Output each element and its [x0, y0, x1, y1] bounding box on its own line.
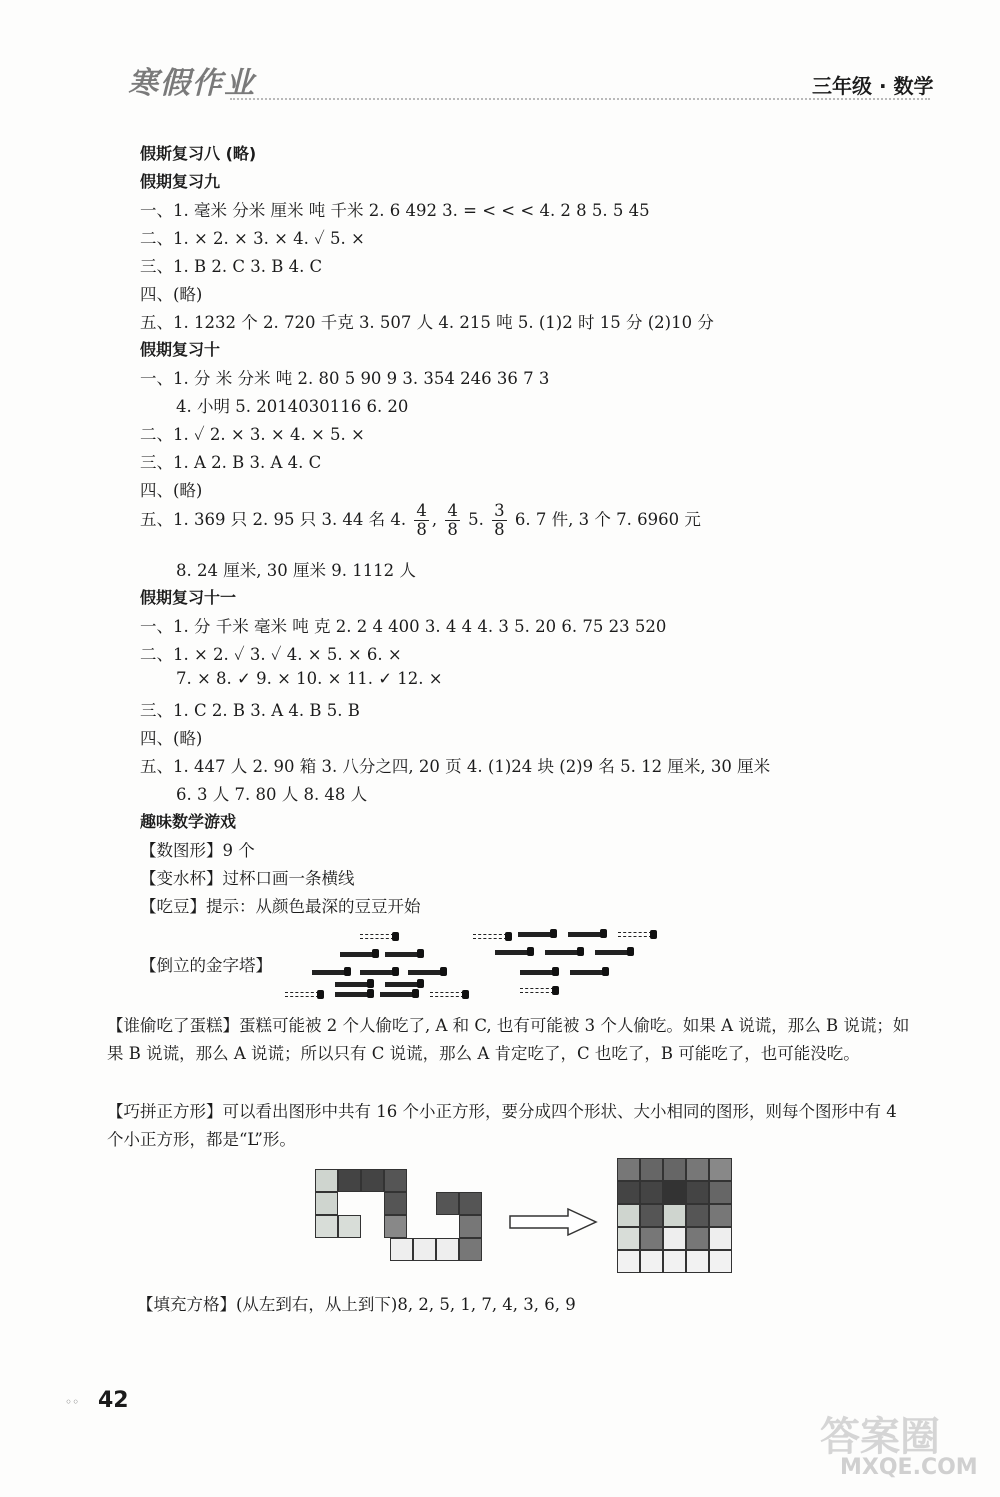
answer-line: 一、1. 分 千米 毫米 吨 克 2. 2 4 400 3. 4 4 4. 3 5. 20 6. 75 23 520 — [140, 617, 667, 636]
grid-cell — [686, 1227, 709, 1250]
fraction: $\frac{4}{8}$ — [447, 501, 458, 540]
answer-line: 三、1. C 2. B 3. A 4. B 5. B — [140, 701, 360, 720]
grid-cell — [617, 1227, 640, 1250]
grid-cell — [640, 1250, 663, 1273]
game-answer: 【吃豆】提示：从颜色最深的豆豆开始 — [140, 897, 421, 916]
grid-cell — [384, 1215, 407, 1238]
matchstick — [595, 950, 629, 955]
grid-cell — [617, 1181, 640, 1204]
frac-line-pre: 五、1. 369 只 2. 95 只 3. 44 名 4. — [140, 510, 407, 530]
grid-cell — [413, 1238, 436, 1261]
grid-cell — [459, 1215, 482, 1238]
grid-cell — [663, 1250, 686, 1273]
section-title-10: 假期复习十 — [140, 340, 221, 359]
matchstick — [360, 934, 394, 939]
answer-fill-grid: 【填充方格】(从左到右，从上到下)8, 2, 5, 1, 7, 4, 3, 6, 9 — [137, 1295, 576, 1314]
answer-line: 二、1. ✓ 2. × 3. × 4. × 5. × — [140, 425, 365, 444]
grid-cell — [338, 1215, 361, 1238]
answer-line: 五、1. 447 人 2. 90 箱 3. 八分之四, 20 页 4. (1)24 块 (2)9 名 5. 12 厘米, 30 厘米 — [140, 757, 771, 776]
grid-cell — [390, 1238, 413, 1261]
matchstick — [618, 932, 652, 937]
matchstick — [335, 992, 369, 997]
frac-line-mid: 5. — [468, 510, 484, 530]
answer-line: 6. 3 人 7. 80 人 8. 48 人 — [176, 785, 368, 804]
grid-cell — [436, 1192, 459, 1215]
fraction: $\frac{3}{8}$ — [494, 501, 505, 540]
matchstick — [570, 970, 604, 975]
answer-line: 三、1. A 2. B 3. A 4. C — [140, 453, 322, 472]
answer-line: 四、(略) — [140, 285, 203, 304]
matchstick — [520, 970, 554, 975]
matchstick — [473, 934, 507, 939]
grid-cell — [640, 1227, 663, 1250]
grid-cell — [686, 1158, 709, 1181]
grid-cell — [709, 1158, 732, 1181]
watermark-url: MXQE.COM — [840, 1455, 978, 1480]
grid-cell — [709, 1204, 732, 1227]
game-answer: 【数图形】9 个 — [140, 841, 255, 860]
matchstick — [385, 982, 419, 987]
matchstick — [545, 950, 579, 955]
game-answer: 【变水杯】过杯口画一条横线 — [140, 869, 355, 888]
grid-cell — [315, 1192, 338, 1215]
section-title-games: 趣味数学游戏 — [140, 812, 237, 831]
grid-cell — [617, 1250, 640, 1273]
fraction: $\frac{4}{8}$ — [416, 501, 427, 540]
matchstick — [340, 952, 374, 957]
grid-cell — [640, 1204, 663, 1227]
answer-line: 二、1. × 2. × 3. × 4. ✓ 5. × — [140, 229, 365, 248]
grid-cell — [640, 1181, 663, 1204]
grid-cell — [436, 1238, 459, 1261]
matchstick — [495, 950, 529, 955]
answer-line: 4. 小明 5. 2014030116 6. 20 — [176, 397, 409, 416]
answer-line: 二、1. × 2. ✓ 3. ✓ 4. × 5. × 6. × — [140, 645, 402, 664]
grid-cell — [663, 1181, 686, 1204]
matchstick — [385, 952, 419, 957]
book-logo: 寒假作业 — [128, 66, 256, 101]
watermark-logo: 答案圈 — [820, 1414, 940, 1460]
answer-line: 四、(略) — [140, 729, 203, 748]
matchstick — [380, 992, 414, 997]
grid-cell — [686, 1181, 709, 1204]
grid-cell — [686, 1204, 709, 1227]
section-title-11: 假期复习十一 — [140, 588, 237, 607]
right-arrow-icon — [508, 1207, 598, 1237]
matchstick — [518, 932, 552, 937]
section-title-8: 假斯复习八 (略) — [140, 144, 257, 163]
matchstick — [520, 988, 554, 993]
answer-line: 7. × 8. ✓ 9. × 10. × 11. ✓ 12. × — [176, 669, 443, 688]
answer-line: 五、1. 1232 个 2. 720 千克 3. 507 人 4. 215 吨 5. (1)2 时 15 分 (2)10 分 — [140, 313, 714, 332]
subject-label: 三年级 · 数学 — [812, 74, 934, 98]
matchstick — [360, 970, 394, 975]
answer-line: 一、1. 毫米 分米 厘米 吨 千米 2. 6 492 3. = < < < 4. 2 8 5. 5 45 — [140, 201, 650, 220]
paragraph-cake: 【谁偷吃了蛋糕】蛋糕可能被 2 个人偷吃了, A 和 C, 也有可能被 3 个人偷吃。如果 A 说谎，那么 B 说谎；如果 B 说谎，那么 A 说谎；所以只有 C 说谎，那么 A 肯定吃了，C 也吃了，B 可能吃了，也可能没吃。 — [107, 1016, 910, 1063]
grid-cell — [361, 1169, 384, 1192]
matchstick — [312, 970, 346, 975]
header-divider — [230, 98, 930, 100]
page-number: 42 — [98, 1388, 129, 1413]
matchstick — [285, 992, 319, 997]
grid-cell — [686, 1250, 709, 1273]
grid-cell — [459, 1238, 482, 1261]
frac-line-post: 6. 7 件, 3 个 7. 6960 元 — [514, 510, 701, 530]
paragraph-squares: 【巧拼正方形】可以看出图形中共有 16 个小正方形，要分成四个形状、大小相同的图形，则每个图形中有 4 个小正方形，都是“L”形。 — [107, 1102, 897, 1149]
grid-cell — [384, 1169, 407, 1192]
grid-cell — [315, 1169, 338, 1192]
answer-line: 8. 24 厘米, 30 厘米 9. 1112 人 — [176, 561, 416, 580]
grid-cell — [617, 1158, 640, 1181]
pyramid-label: 【倒立的金字塔】 — [140, 956, 272, 975]
grid-cell — [709, 1250, 732, 1273]
grid-cell — [384, 1192, 407, 1215]
section-title-9: 假期复习九 — [140, 172, 221, 191]
matchstick — [568, 932, 602, 937]
grid-cell — [663, 1204, 686, 1227]
page-decoration: ◦◦ — [65, 1395, 80, 1409]
grid-cell — [617, 1204, 640, 1227]
grid-cell — [663, 1158, 686, 1181]
grid-cell — [315, 1215, 338, 1238]
answer-line: 四、(略) — [140, 481, 203, 500]
grid-cell — [709, 1227, 732, 1250]
fraction-answer-line — [140, 502, 701, 539]
grid-cell — [338, 1169, 361, 1192]
grid-cell — [459, 1192, 482, 1215]
grid-cell — [709, 1181, 732, 1204]
answer-line: 三、1. B 2. C 3. B 4. C — [140, 257, 323, 276]
matchstick — [430, 992, 464, 997]
grid-cell — [640, 1158, 663, 1181]
answer-line: 一、1. 分 米 分米 吨 2. 80 5 90 9 3. 354 246 36 7 3 — [140, 369, 550, 388]
matchstick — [408, 970, 442, 975]
frac-sep: , — [431, 510, 438, 530]
grid-cell — [663, 1227, 686, 1250]
matchstick — [335, 982, 369, 987]
